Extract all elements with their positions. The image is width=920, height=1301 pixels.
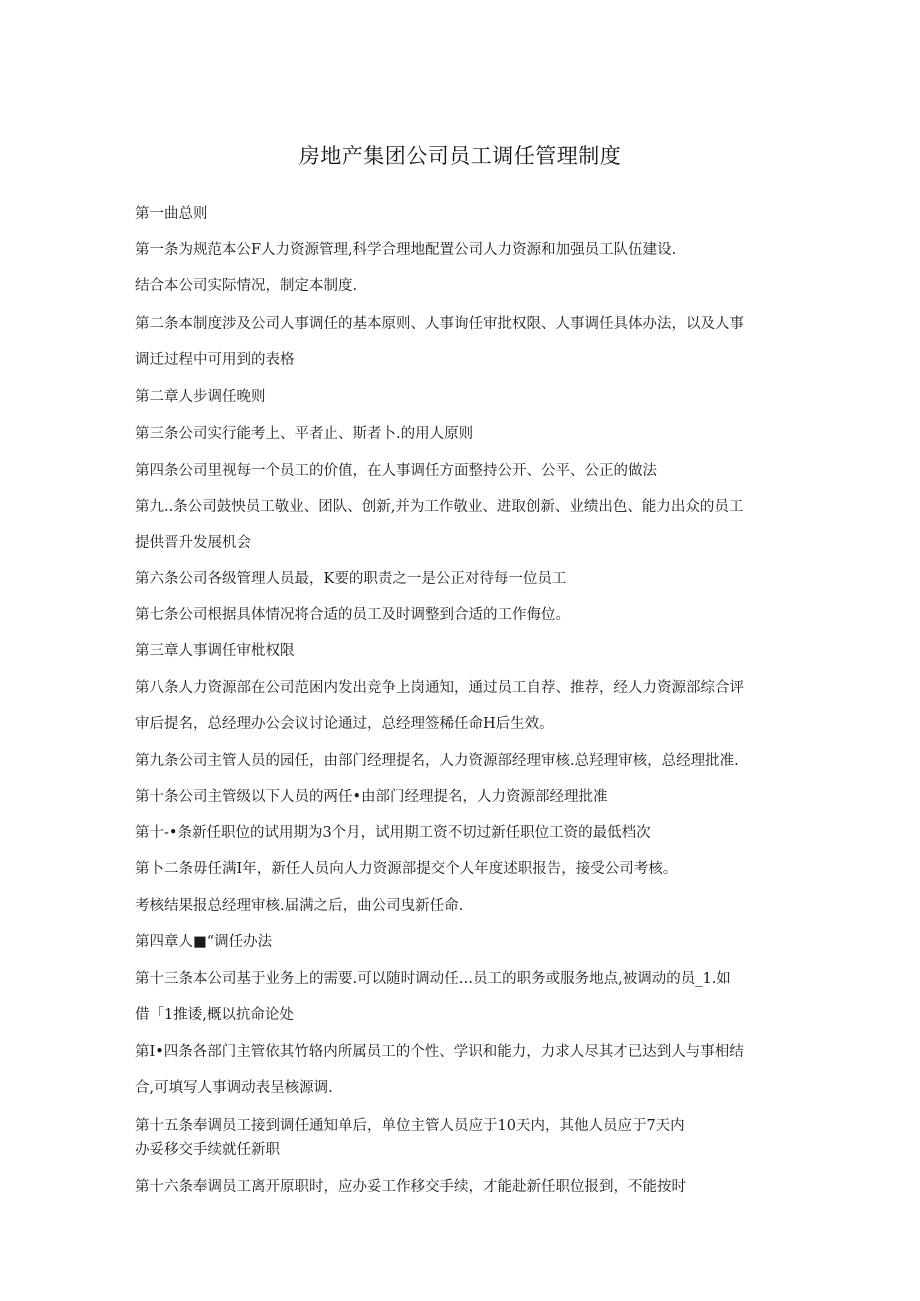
paragraph-line: 第九..条公司鼓怏员工敬业、团队、创新,并为工作敬业、进取创新、业绩出色、能力出众的员工 [135, 499, 744, 515]
paragraph-line: 第十五条奉调员工接到调任通知单后，单位主管人员应于10天内，其他人员应于7天内 [135, 1118, 685, 1134]
chapter-heading: 第一曲总则 [135, 206, 208, 222]
chapter-heading: 第四章人■“调任办法 [135, 934, 273, 950]
paragraph-line: 第三条公司实行能考上、平者止、斯者卜.的用人原则 [135, 426, 474, 442]
paragraph-line: 第八条人力资源部在公司范困内发出竞争上岗通知，通过员工自荐、推荐，经人力资源部综合评 [135, 680, 744, 696]
paragraph-line: 审后提名，总经理办公会议讨论通过，总经理签稀任命H后生效。 [135, 716, 554, 732]
paragraph-line: 第四条公司里视每一个员工的价值，在人事调任方面整持公开、公平、公正的做法 [135, 463, 657, 479]
paragraph-line: 第卜二条毋任满I年，新任人员向人力资源部提交个人年度述职报告，接受公司考核。 [135, 861, 678, 877]
paragraph-line: 第十-•条新任职位的试用期为3个月，试用期工资不切过新任职位工资的最低档次 [135, 825, 651, 841]
paragraph-line: 第十六条奉调员工离开原职时，应办妥工作移交手续，才能赴新任职位报到，不能按时 [135, 1179, 686, 1195]
paragraph-line: 第一条为规范本公F人力资源管理,科学合理地配置公司人力资源和加强员工队伍建设. [135, 242, 677, 258]
paragraph-line: 考核结果报总经理审核.届满之后，曲公司曳新任命. [135, 898, 464, 914]
paragraph-line: 第六条公司各级管理人员最，K要的职责之一是公正对待每一位员工 [135, 571, 567, 587]
paragraph-line: 提供晋升发展机会 [135, 535, 251, 551]
paragraph-line: 第七条公司根据具体情况将合适的员工及时调整到合适的工作侮位。 [135, 607, 570, 623]
paragraph-line: 借「1推诿,概以抗命论处 [135, 1007, 294, 1023]
paragraph-line: 第I•四条各部门主管依其竹辂内所属员工的个性、学识和能力，力求人尽其才已达到人与事相结 [135, 1044, 744, 1060]
paragraph-line: 调迁过程中可用到的表格 [135, 352, 295, 368]
paragraph-line: 结合本公司实际情况，制定本制度. [135, 278, 358, 294]
paragraph-line: 办妥移交手续就任新职 [135, 1142, 280, 1158]
document-title: 房地产集团公司员工调任管理制度 [298, 144, 622, 168]
paragraph-line: 第九条公司主管人员的园任，由部门经理提名，人力资源部经理审核.总羟理审核，总经理批准. [135, 753, 739, 769]
paragraph-line: 第十三条本公司基于业务上的需要.可以随时调动任…员工的职务或服务地点,被调动的员_1.如 [135, 971, 731, 987]
chapter-heading: 第二章人步调任晚则 [135, 389, 266, 405]
paragraph-line: 第二条本制度涉及公司人事调任的基本原则、人事询任审批权限、人事调任具体办法，以及人事 [135, 316, 744, 332]
paragraph-line: 第十条公司主管级以下人员的两任•由部门经理提名，人力资源部经理批准 [135, 789, 608, 805]
chapter-heading: 第三章人事调任审枇权限 [135, 643, 295, 659]
paragraph-line: 合,可填写人事调动表呈核源调. [135, 1080, 333, 1096]
